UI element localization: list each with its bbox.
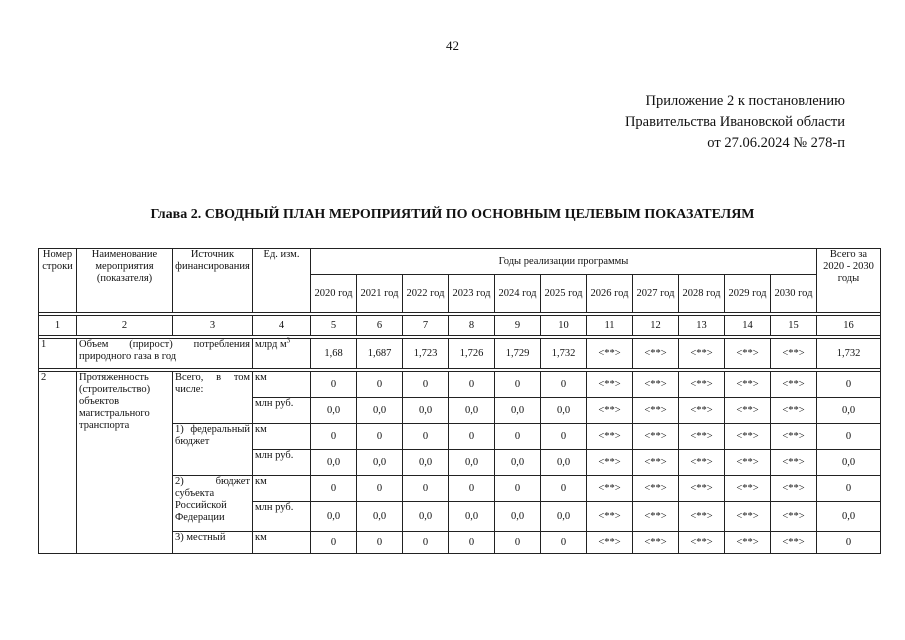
value-cell: <**> xyxy=(679,502,725,532)
value-cell: 1,732 xyxy=(541,339,587,369)
value-cell: 1,726 xyxy=(449,339,495,369)
value-cell: <**> xyxy=(725,532,771,554)
value-cell: <**> xyxy=(633,476,679,502)
column-number: 8 xyxy=(449,316,495,336)
total-cell: 0 xyxy=(817,532,881,554)
total-cell: 0,0 xyxy=(817,502,881,532)
total-cell: 0 xyxy=(817,372,881,398)
header-year: 2025 год xyxy=(541,275,587,313)
value-cell: 0,0 xyxy=(541,398,587,424)
header-year: 2029 год xyxy=(725,275,771,313)
unit-cell: км xyxy=(253,424,311,450)
value-cell: 0 xyxy=(541,424,587,450)
header-year: 2028 год xyxy=(679,275,725,313)
value-cell: 0 xyxy=(357,372,403,398)
column-number: 2 xyxy=(77,316,173,336)
header-year: 2023 год xyxy=(449,275,495,313)
value-cell: 0,0 xyxy=(311,502,357,532)
value-cell: <**> xyxy=(587,339,633,369)
column-number: 3 xyxy=(173,316,253,336)
funding-source: 2) бюджет субъекта Российской Федерации xyxy=(173,476,253,532)
value-cell: <**> xyxy=(633,450,679,476)
column-number: 5 xyxy=(311,316,357,336)
header-year: 2021 год xyxy=(357,275,403,313)
value-cell: <**> xyxy=(725,372,771,398)
value-cell: 0 xyxy=(495,476,541,502)
value-cell: 0,0 xyxy=(495,502,541,532)
value-cell: <**> xyxy=(587,424,633,450)
value-cell: 1,68 xyxy=(311,339,357,369)
unit-cell: млн руб. xyxy=(253,398,311,424)
header-source: Источник финансирования xyxy=(173,249,253,313)
value-cell: 0,0 xyxy=(449,398,495,424)
value-cell: <**> xyxy=(587,502,633,532)
value-cell: 0,0 xyxy=(449,450,495,476)
value-cell: <**> xyxy=(679,476,725,502)
column-number: 9 xyxy=(495,316,541,336)
unit-cell: млрд $м^3$ xyxy=(253,339,311,369)
appendix-line-2: Правительства Ивановской области xyxy=(624,114,845,130)
header-name: Наименование мероприятия (показателя) xyxy=(77,249,173,313)
header-year: 2027 год xyxy=(633,275,679,313)
funding-source: 3) местный xyxy=(173,532,253,554)
header-unit: Ед. изм. xyxy=(253,249,311,313)
value-cell: 0 xyxy=(449,424,495,450)
total-cell: 1,732 xyxy=(817,339,881,369)
value-cell: <**> xyxy=(725,450,771,476)
header-year: 2024 год xyxy=(495,275,541,313)
value-cell: 0 xyxy=(357,532,403,554)
value-cell: 0 xyxy=(311,424,357,450)
value-cell: <**> xyxy=(679,532,725,554)
value-cell: <**> xyxy=(771,339,817,369)
column-number: 1 xyxy=(39,316,77,336)
appendix-note xyxy=(625,91,845,154)
value-cell: <**> xyxy=(633,502,679,532)
header-year: 2026 год xyxy=(587,275,633,313)
value-cell: <**> xyxy=(587,532,633,554)
value-cell: 0,0 xyxy=(311,398,357,424)
value-cell: 0 xyxy=(495,372,541,398)
chapter-title: Глава 2. СВОДНЫЙ ПЛАН МЕРОПРИЯТИЙ ПО ОСНОВНЫМ ЦЕЛЕВЫМ ПОКАЗАТЕЛЯМ xyxy=(150,207,755,222)
value-cell: 0 xyxy=(449,532,495,554)
value-cell: <**> xyxy=(679,372,725,398)
total-cell: 0,0 xyxy=(817,450,881,476)
value-cell: <**> xyxy=(771,532,817,554)
column-number: 15 xyxy=(771,316,817,336)
value-cell: 0 xyxy=(449,372,495,398)
indicator-name: Протяженность (строительство) объектов магистрального транспорта xyxy=(77,372,173,554)
appendix-line-1: Приложение 2 к постановлению xyxy=(645,93,845,109)
value-cell: <**> xyxy=(725,398,771,424)
value-cell: 0 xyxy=(311,372,357,398)
value-cell: 0,0 xyxy=(495,450,541,476)
value-cell: 0,0 xyxy=(541,450,587,476)
value-cell: 1,723 xyxy=(403,339,449,369)
value-cell: <**> xyxy=(771,502,817,532)
value-cell: 0 xyxy=(541,372,587,398)
header-year: 2030 год xyxy=(771,275,817,313)
value-cell: <**> xyxy=(587,476,633,502)
value-cell: <**> xyxy=(633,398,679,424)
funding-source: 1) федеральный бюджет xyxy=(173,424,253,476)
value-cell: 0 xyxy=(311,476,357,502)
value-cell: <**> xyxy=(633,424,679,450)
row-number: 2 xyxy=(39,372,77,554)
column-number: 7 xyxy=(403,316,449,336)
unit-cell: км xyxy=(253,476,311,502)
value-cell: 0,0 xyxy=(357,450,403,476)
value-cell: 0 xyxy=(449,476,495,502)
unit-cell: млн руб. xyxy=(253,502,311,532)
value-cell: <**> xyxy=(771,450,817,476)
value-cell: 0 xyxy=(311,532,357,554)
value-cell: <**> xyxy=(587,450,633,476)
value-cell: <**> xyxy=(633,372,679,398)
value-cell: <**> xyxy=(725,476,771,502)
value-cell: 0 xyxy=(495,424,541,450)
value-cell: <**> xyxy=(679,424,725,450)
value-cell: 1,729 xyxy=(495,339,541,369)
column-number: 6 xyxy=(357,316,403,336)
column-number: 14 xyxy=(725,316,771,336)
value-cell: 0,0 xyxy=(403,502,449,532)
header-year: 2022 год xyxy=(403,275,449,313)
column-number: 12 xyxy=(633,316,679,336)
row-number: 1 xyxy=(39,339,77,369)
header-years-group: Годы реализации программы xyxy=(311,249,817,275)
header-total: Всего за 2020 - 2030 годы xyxy=(817,249,881,313)
value-cell: 0,0 xyxy=(495,398,541,424)
total-cell: 0 xyxy=(817,424,881,450)
value-cell: 0 xyxy=(495,532,541,554)
value-cell: 0 xyxy=(541,476,587,502)
appendix-line-3: от 27.06.2024 № 278-п xyxy=(707,135,845,151)
value-cell: <**> xyxy=(679,398,725,424)
value-cell: 1,687 xyxy=(357,339,403,369)
header-year: 2020 год xyxy=(311,275,357,313)
value-cell: <**> xyxy=(679,339,725,369)
page-number: 42 xyxy=(446,38,459,53)
value-cell: <**> xyxy=(771,476,817,502)
value-cell: 0 xyxy=(403,372,449,398)
value-cell: 0,0 xyxy=(311,450,357,476)
header-row-num: Номер строки xyxy=(39,249,77,313)
value-cell: 0 xyxy=(403,424,449,450)
unit-cell: км xyxy=(253,532,311,554)
value-cell: <**> xyxy=(725,424,771,450)
value-cell: <**> xyxy=(725,339,771,369)
unit-cell: км xyxy=(253,372,311,398)
value-cell: <**> xyxy=(725,502,771,532)
unit-cell: млн руб. xyxy=(253,450,311,476)
value-cell: <**> xyxy=(771,424,817,450)
value-cell: <**> xyxy=(679,450,725,476)
value-cell: 0,0 xyxy=(357,502,403,532)
column-number: 11 xyxy=(587,316,633,336)
funding-source: Всего, в том числе: xyxy=(173,372,253,424)
value-cell: <**> xyxy=(633,532,679,554)
plan-table xyxy=(38,248,881,554)
value-cell: 0,0 xyxy=(403,450,449,476)
value-cell: <**> xyxy=(771,398,817,424)
column-number: 13 xyxy=(679,316,725,336)
unit-superscript: 3 xyxy=(286,336,291,345)
value-cell: 0,0 xyxy=(357,398,403,424)
value-cell: 0,0 xyxy=(403,398,449,424)
value-cell: <**> xyxy=(587,398,633,424)
value-cell: <**> xyxy=(771,372,817,398)
value-cell: <**> xyxy=(633,339,679,369)
column-number: 10 xyxy=(541,316,587,336)
value-cell: 0 xyxy=(357,424,403,450)
value-cell: 0 xyxy=(541,532,587,554)
value-cell: 0,0 xyxy=(449,502,495,532)
total-cell: 0 xyxy=(817,476,881,502)
value-cell: 0 xyxy=(403,476,449,502)
value-cell: 0 xyxy=(357,476,403,502)
value-cell: <**> xyxy=(587,372,633,398)
value-cell: 0,0 xyxy=(541,502,587,532)
column-number: 16 xyxy=(817,316,881,336)
indicator-name: Объем (прирост) потребления природного газа в год xyxy=(77,339,253,369)
column-number: 4 xyxy=(253,316,311,336)
total-cell: 0,0 xyxy=(817,398,881,424)
value-cell: 0 xyxy=(403,532,449,554)
